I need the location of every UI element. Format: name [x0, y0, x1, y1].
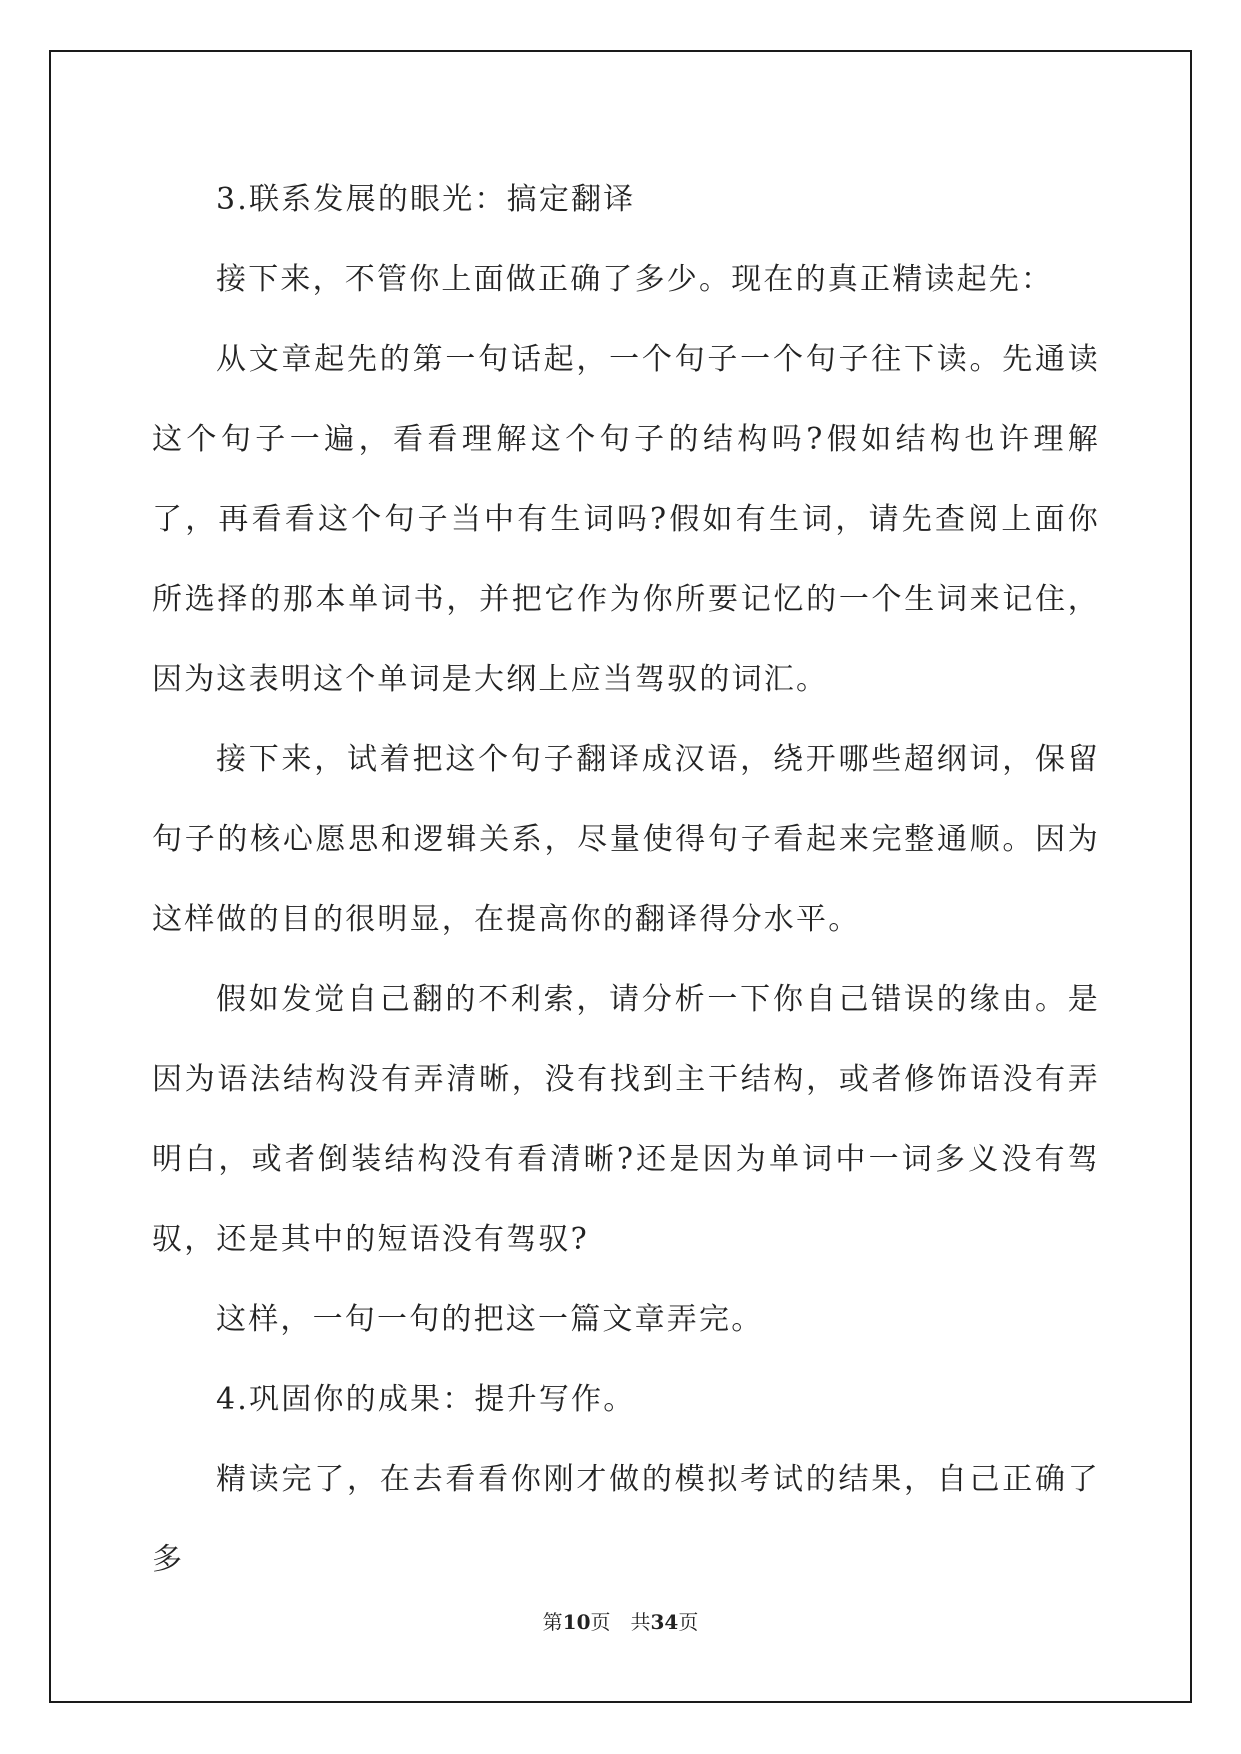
paragraph: 假如发觉自己翻的不利索，请分析一下你自己错误的缘由。是因为语法结构没有弄清晰，没有找到主干结构，或者修饰语没有弄明白，或者倒装结构没有看清晰?还是因为单词中一词多义没有驾驭，还是其中的短语没有驾驭? [152, 982, 1100, 1257]
total-suffix: 页 [678, 1610, 699, 1634]
page-suffix: 页 [590, 1610, 611, 1634]
paragraph: 接下来，试着把这个句子翻译成汉语，绕开哪些超纲词，保留句子的核心愿思和逻辑关系，尽量使得句子看起来完整通顺。因为这样做的目的很明显，在提高你的翻译得分水平。 [152, 742, 1100, 937]
section-heading-writing: 4.巩固你的成果：提升写作。 [216, 1382, 636, 1417]
section-heading-translation: 3.联系发展的眼光：搞定翻译 [216, 182, 636, 217]
total-prefix: 共 [630, 1610, 651, 1634]
paragraph: 这样，一句一句的把这一篇文章弄完。 [216, 1302, 764, 1337]
page-number: 10 [562, 1610, 591, 1634]
total-pages: 34 [650, 1610, 679, 1634]
paragraph: 精读完了，在去看看你刚才做的模拟考试的结果，自己正确了多 [152, 1462, 1100, 1577]
page-prefix: 第 [542, 1610, 563, 1634]
document-body [152, 160, 1100, 1600]
page-footer [0, 1610, 1241, 1634]
paragraph: 从文章起先的第一句话起，一个句子一个句子往下读。先通读这个句子一遍，看看理解这个句子的结构吗?假如结构也许理解了，再看看这个句子当中有生词吗?假如有生词，请先查阅上面你所选择的那本单词书，并把它作为你所要记忆的一个生词来记住，因为这表明这个单词是大纲上应当驾驭的词汇。 [152, 342, 1100, 697]
paragraph: 接下来，不管你上面做正确了多少。现在的真正精读起先： [216, 262, 1054, 297]
